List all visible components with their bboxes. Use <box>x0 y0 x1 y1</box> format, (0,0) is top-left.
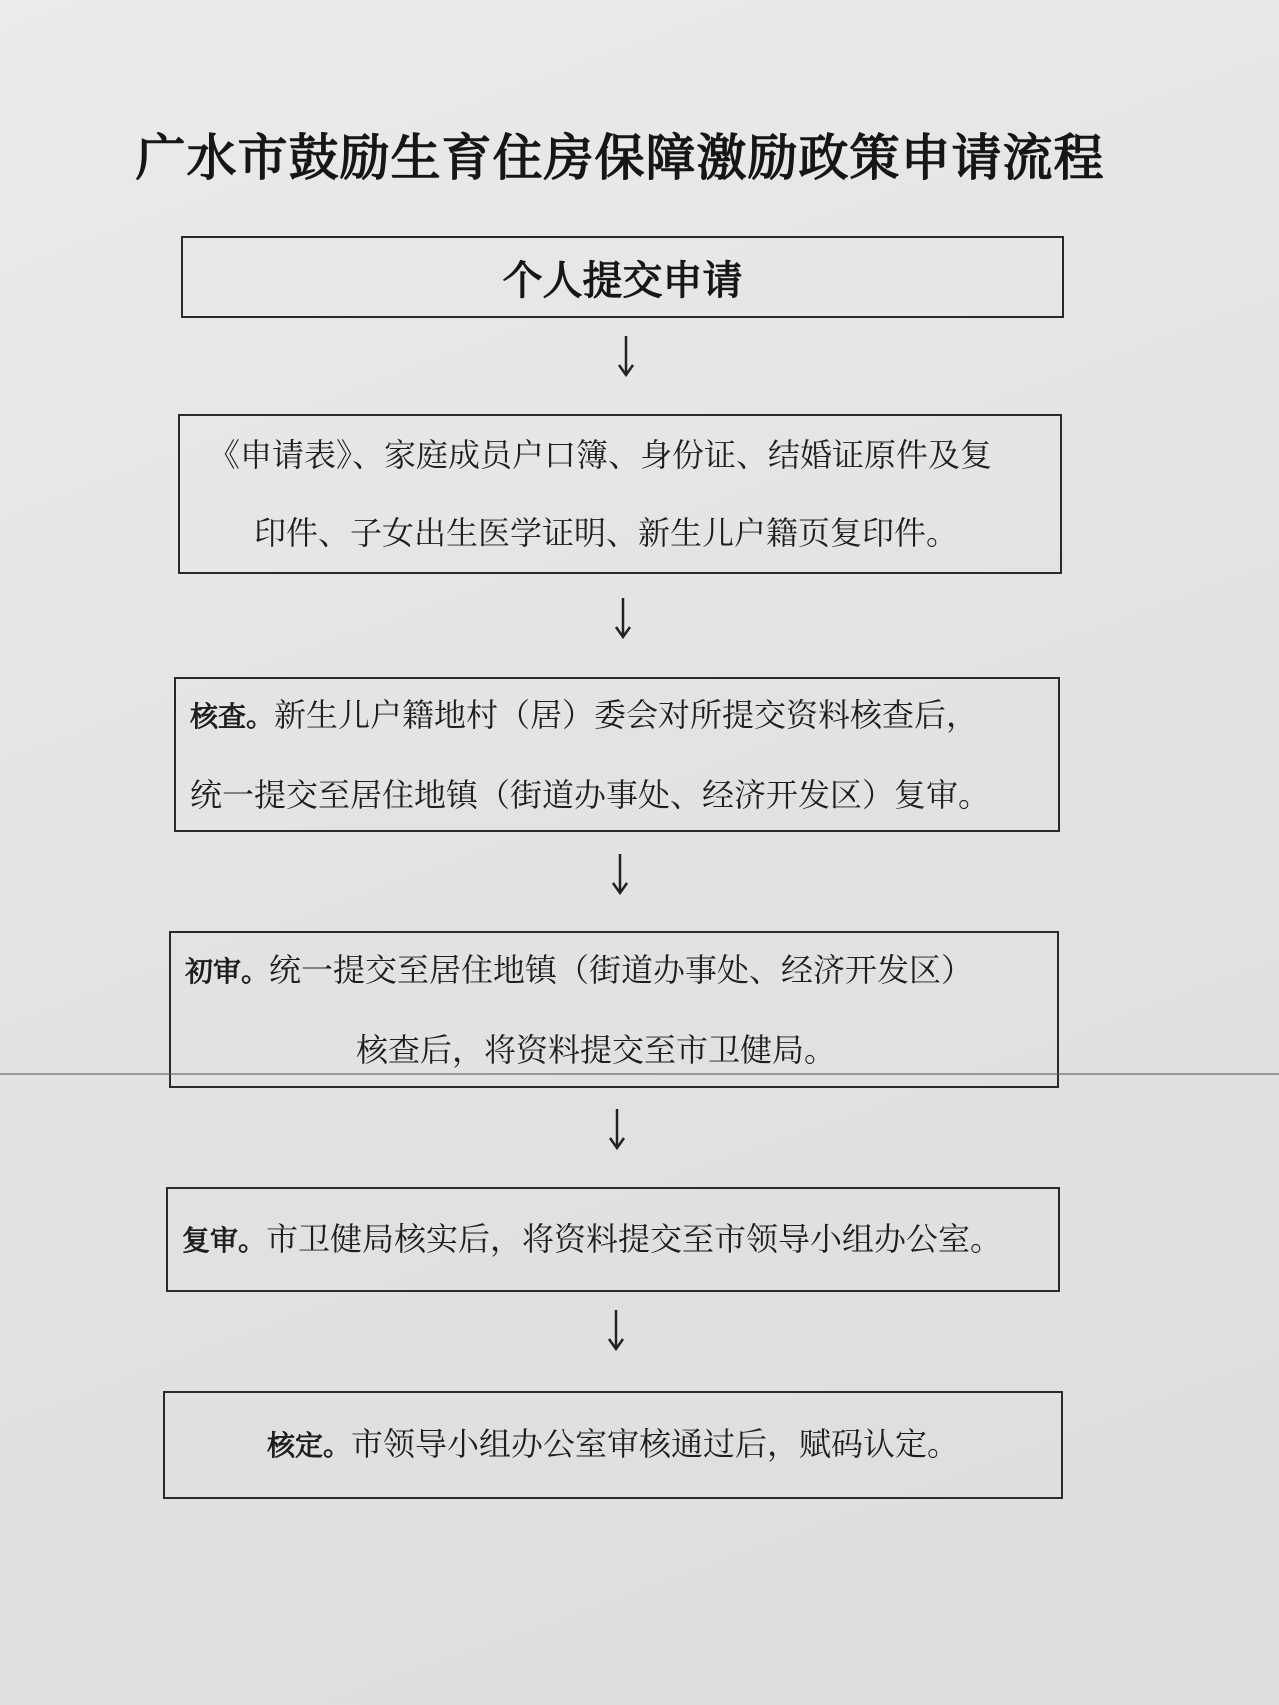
down-arrow-icon <box>613 596 633 640</box>
step-label: 核定。 <box>266 1429 351 1462</box>
step-label: 核查。 <box>190 699 275 733</box>
final-approval-text: 市领导小组办公室审核通过后，赋码认定。 <box>351 1425 960 1463</box>
step-final-approval <box>163 1391 1063 1499</box>
second-review-line <box>182 1200 1044 1280</box>
step-initial-review <box>169 931 1059 1088</box>
initial-review-line-1 <box>185 931 1043 1011</box>
verification-line-1 <box>190 676 1044 756</box>
page-title: 广水市鼓励生育住房保障激励政策申请流程 <box>135 128 1105 187</box>
down-arrow-icon <box>610 852 630 896</box>
second-review-text: 市卫健局核实后，将资料提交至市领导小组办公室。 <box>266 1219 1003 1258</box>
verification-line-2: 统一提交至居住地镇（街道办事处、经济开发区）复审。 <box>190 775 991 814</box>
step-second-review <box>166 1187 1060 1292</box>
step-label: 初审。 <box>185 954 270 988</box>
step-submit-application-text: 个人提交申请 <box>502 257 743 304</box>
down-arrow-icon <box>616 334 636 378</box>
step-required-documents <box>178 414 1062 574</box>
final-approval-line <box>179 1405 1047 1485</box>
step-label: 复审。 <box>182 1223 267 1257</box>
down-arrow-icon <box>607 1107 627 1151</box>
initial-review-text-1: 统一提交至居住地镇（街道办事处、经济开发区） <box>269 950 974 989</box>
verification-text-1: 新生儿户籍地村（居）委会对所提交资料核查后， <box>274 695 979 734</box>
documents-line-1: 《申请表》、家庭成员户口簿、身份证、结婚证原件及复 <box>208 436 993 474</box>
documents-line-2: 印件、子女出生医学证明、新生儿户籍页复印件。 <box>254 514 959 552</box>
step-submit-application <box>181 236 1064 318</box>
step-verification <box>174 677 1060 832</box>
initial-review-line-2: 核查后，将资料提交至市卫健局。 <box>356 1030 837 1069</box>
paper-fold-line <box>0 1073 1279 1075</box>
down-arrow-icon <box>606 1308 626 1352</box>
